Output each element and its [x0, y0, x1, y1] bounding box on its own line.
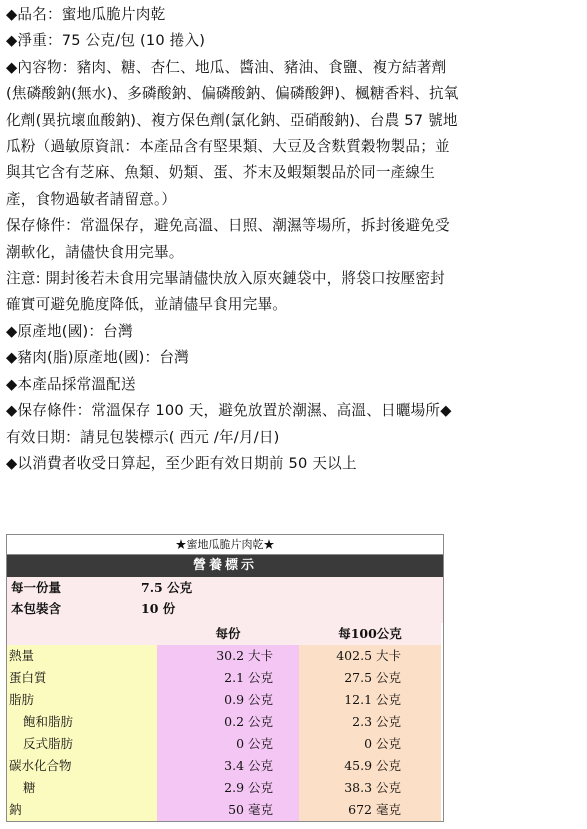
nutrient-per-100g: 2.3 公克	[299, 711, 441, 733]
nutrient-name: 鈉	[7, 799, 157, 821]
info-line: ◆本產品採常溫配送	[6, 375, 136, 393]
serving-size-row	[7, 577, 443, 598]
nutrient-per-serving: 3.4 公克	[157, 755, 299, 777]
info-line: ◆內容物：豬肉、糖、杏仁、地瓜、醬油、豬油、食鹽、複方結著劑	[6, 58, 447, 76]
serving-size-label: 每一份量	[11, 580, 62, 595]
nutrient-name: 反式脂肪	[7, 733, 157, 755]
info-line: 保存條件：常溫保存，避免高溫、日照、潮濕等場所，拆封後避免受	[6, 217, 450, 235]
nutrition-product-title: ★蜜地瓜脆片肉乾★	[7, 535, 443, 555]
info-line: 有效日期：請見包裝標示( 西元 /年/月/日)	[6, 428, 280, 446]
info-line: 注意: 開封後若未食用完畢請儘快放入原夾鏈袋中，將袋口按壓密封	[6, 270, 445, 288]
nutrient-per-100g: 402.5 大卡	[299, 645, 441, 667]
info-line: 產，食物過敏者請留意。）	[6, 190, 177, 208]
nutrient-per-100g: 45.9 公克	[299, 755, 441, 777]
nutrient-per-serving: 2.9 公克	[157, 777, 299, 799]
header-blank-cell	[7, 623, 157, 645]
info-line: ◆以消費者收受日算起，至少距有效日期前 50 天以上	[6, 454, 357, 472]
nutrient-name: 脂肪	[7, 689, 157, 711]
nutrient-name: 飽和脂肪	[7, 711, 157, 733]
nutrient-name: 熱量	[7, 645, 157, 667]
col-header-per-serving: 每份	[157, 623, 299, 645]
info-line: 潮軟化，請儘快食用完畢。	[6, 243, 184, 261]
nutrient-per-serving: 2.1 公克	[157, 667, 299, 689]
nutrient-grid	[7, 623, 443, 821]
nutrient-per-100g: 27.5 公克	[299, 667, 441, 689]
nutrient-per-100g: 38.3 公克	[299, 777, 441, 799]
nutrient-name: 蛋白質	[7, 667, 157, 689]
info-line: ◆保存條件：常溫保存 100 天，避免放置於潮濕、高溫、日曬場所◆	[6, 402, 452, 420]
info-line: ◆品名：蜜地瓜脆片肉乾	[6, 6, 166, 23]
nutrient-per-100g: 672 毫克	[299, 799, 441, 821]
info-line: ◆淨重：75 公克/包 (10 捲入)	[6, 32, 206, 50]
servings-per-package-row	[7, 598, 443, 619]
nutrient-per-100g: 12.1 公克	[299, 689, 441, 711]
nutrient-per-100g: 0 公克	[299, 733, 441, 755]
nutrition-table	[6, 534, 444, 822]
nutrient-per-serving: 50 毫克	[157, 799, 299, 821]
info-line: (焦磷酸鈉(無水)、多磷酸鈉、偏磷酸鈉、偏磷酸鉀)、楓糖香料、抗氧	[6, 85, 459, 103]
nutrient-per-serving: 0.9 公克	[157, 689, 299, 711]
product-info	[6, 2, 581, 477]
nutrient-per-serving: 0 公克	[157, 733, 299, 755]
servings-per-package-label: 本包裝含	[11, 601, 62, 616]
serving-size-value: 7.5 公克	[141, 580, 193, 595]
info-line: 瓜粉（過敏原資訊：本產品含有堅果類、大豆及含麩質穀物製品；並	[6, 138, 450, 156]
nutrient-per-serving: 0.2 公克	[157, 711, 299, 733]
info-line: 化劑(異抗壞血酸鈉)、複方保色劑(氯化鈉、亞硝酸鈉)、台農 57 號地	[6, 111, 458, 129]
info-line: ◆原產地(國)：台灣	[6, 322, 133, 340]
nutrient-per-serving: 30.2 大卡	[157, 645, 299, 667]
servings-per-package-value: 10 份	[141, 601, 176, 616]
info-line: ◆豬肉(脂)原產地(國)：台灣	[6, 349, 189, 367]
col-header-per-100g: 每100公克	[299, 623, 441, 645]
nutrient-name: 碳水化合物	[7, 755, 157, 777]
nutrient-name: 糖	[7, 777, 157, 799]
info-line: 與其它含有芝麻、魚類、奶類、蛋、芥末及蝦類製品於同一產線生	[6, 164, 436, 182]
serving-info	[7, 577, 443, 623]
nutrition-header: 營養標示	[7, 555, 443, 577]
info-line: 確實可避免脆度降低，並請儘早食用完畢。	[6, 296, 288, 314]
